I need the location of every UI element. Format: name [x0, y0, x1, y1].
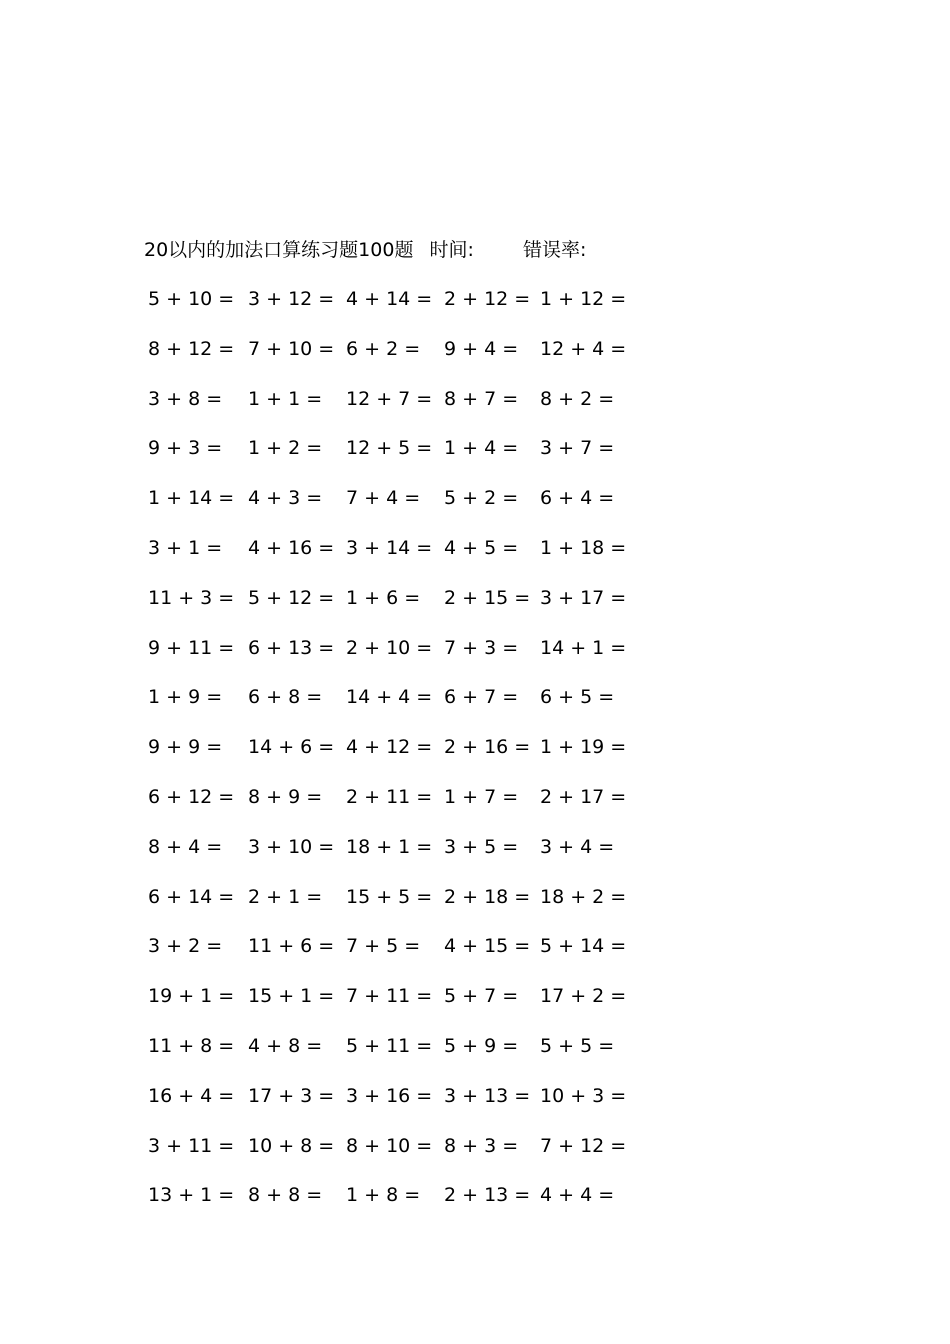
problem-item: 7 + 5 = — [346, 935, 421, 958]
problem-item: 2 + 1 = — [248, 885, 323, 908]
problem-item: 1 + 14 = — [148, 487, 235, 510]
error-rate-label: 错误率: — [522, 239, 587, 261]
problem-item: 2 + 10 = — [346, 636, 433, 659]
problem-item: 5 + 12 = — [248, 586, 335, 609]
problem-item: 14 + 6 = — [248, 736, 335, 759]
problem-item: 3 + 13 = — [444, 1084, 531, 1107]
problem-item: 10 + 3 = — [540, 1084, 627, 1107]
problem-item: 5 + 2 = — [444, 487, 519, 510]
problem-item: 16 + 4 = — [148, 1084, 235, 1107]
problem-item: 13 + 1 = — [148, 1184, 235, 1207]
problem-item: 4 + 8 = — [248, 1034, 323, 1057]
problem-item: 3 + 17 = — [540, 586, 627, 609]
problem-item: 6 + 7 = — [444, 686, 519, 709]
problem-item: 2 + 11 = — [346, 785, 433, 808]
problem-item: 3 + 4 = — [540, 835, 615, 858]
problem-item: 6 + 5 = — [540, 686, 615, 709]
problem-item: 12 + 4 = — [540, 337, 627, 360]
problem-item: 8 + 8 = — [248, 1184, 323, 1207]
problem-item: 3 + 16 = — [346, 1084, 433, 1107]
problem-item: 1 + 6 = — [346, 586, 421, 609]
problem-item: 8 + 2 = — [540, 387, 615, 410]
problem-item: 18 + 2 = — [540, 885, 627, 908]
time-label: 时间: — [429, 239, 474, 261]
problem-item: 3 + 5 = — [444, 835, 519, 858]
problem-item: 7 + 10 = — [248, 337, 335, 360]
problem-item: 2 + 18 = — [444, 885, 531, 908]
problem-item: 6 + 13 = — [248, 636, 335, 659]
problem-item: 10 + 8 = — [248, 1134, 335, 1157]
problem-item: 18 + 1 = — [346, 835, 433, 858]
problem-item: 3 + 10 = — [248, 835, 335, 858]
problem-item: 4 + 4 = — [540, 1184, 615, 1207]
problem-item: 7 + 11 = — [346, 985, 433, 1008]
problem-item: 15 + 5 = — [346, 885, 433, 908]
problem-item: 11 + 3 = — [148, 586, 235, 609]
problem-item: 4 + 15 = — [444, 935, 531, 958]
problem-item: 8 + 10 = — [346, 1134, 433, 1157]
problem-item: 11 + 8 = — [148, 1034, 235, 1057]
problem-item: 12 + 7 = — [346, 387, 433, 410]
problem-item: 4 + 12 = — [346, 736, 433, 759]
problem-item: 5 + 14 = — [540, 935, 627, 958]
problem-item: 2 + 17 = — [540, 785, 627, 808]
problem-item: 7 + 3 = — [444, 636, 519, 659]
worksheet-header — [144, 236, 586, 264]
problem-item: 7 + 12 = — [540, 1134, 627, 1157]
problem-item: 17 + 3 = — [248, 1084, 335, 1107]
problem-item: 9 + 9 = — [148, 736, 223, 759]
problem-item: 1 + 8 = — [346, 1184, 421, 1207]
problem-item: 6 + 2 = — [346, 337, 421, 360]
problem-item: 11 + 6 = — [248, 935, 335, 958]
problem-item: 2 + 13 = — [444, 1184, 531, 1207]
problem-item: 3 + 7 = — [540, 437, 615, 460]
problem-item: 2 + 16 = — [444, 736, 531, 759]
problem-item: 8 + 12 = — [148, 337, 235, 360]
worksheet-title: 20以内的加法口算练习题100题 — [144, 239, 414, 261]
problem-item: 3 + 12 = — [248, 288, 335, 310]
problem-item: 3 + 11 = — [148, 1134, 235, 1157]
problem-item: 1 + 4 = — [444, 437, 519, 460]
problem-item: 6 + 14 = — [148, 885, 235, 908]
problem-item: 6 + 4 = — [540, 487, 615, 510]
problem-item: 1 + 9 = — [148, 686, 223, 709]
problem-item: 8 + 4 = — [148, 835, 223, 858]
problem-item: 9 + 3 = — [148, 437, 223, 460]
problem-item: 5 + 9 = — [444, 1034, 519, 1057]
problem-item: 3 + 8 = — [148, 387, 223, 410]
problem-item: 1 + 1 = — [248, 387, 323, 410]
problem-item: 4 + 14 = — [346, 288, 433, 310]
problem-item: 7 + 4 = — [346, 487, 421, 510]
problem-item: 2 + 15 = — [444, 586, 531, 609]
problem-item: 1 + 18 = — [540, 536, 627, 559]
problem-item: 9 + 4 = — [444, 337, 519, 360]
problem-item: 1 + 19 = — [540, 736, 627, 759]
problem-item: 8 + 9 = — [248, 785, 323, 808]
problem-item: 1 + 7 = — [444, 785, 519, 808]
problem-item: 5 + 5 = — [540, 1034, 615, 1057]
problem-item: 1 + 12 = — [540, 288, 627, 310]
problem-item: 3 + 14 = — [346, 536, 433, 559]
problem-item: 19 + 1 = — [148, 985, 235, 1008]
problem-item: 6 + 12 = — [148, 785, 235, 808]
problem-item: 14 + 4 = — [346, 686, 433, 709]
problem-item: 15 + 1 = — [248, 985, 335, 1008]
problem-item: 1 + 2 = — [248, 437, 323, 460]
problem-item: 4 + 5 = — [444, 536, 519, 559]
problem-item: 8 + 7 = — [444, 387, 519, 410]
problem-item: 14 + 1 = — [540, 636, 627, 659]
problem-item: 5 + 10 = — [148, 288, 235, 310]
problem-item: 5 + 11 = — [346, 1034, 433, 1057]
problem-item: 9 + 11 = — [148, 636, 235, 659]
problem-item: 3 + 2 = — [148, 935, 223, 958]
problem-item: 4 + 3 = — [248, 487, 323, 510]
problem-item: 8 + 3 = — [444, 1134, 519, 1157]
problem-item: 2 + 12 = — [444, 288, 531, 310]
problem-item: 12 + 5 = — [346, 437, 433, 460]
problem-item: 17 + 2 = — [540, 985, 627, 1008]
problem-item: 6 + 8 = — [248, 686, 323, 709]
problem-item: 5 + 7 = — [444, 985, 519, 1008]
problem-item: 3 + 1 = — [148, 536, 223, 559]
problem-item: 4 + 16 = — [248, 536, 335, 559]
